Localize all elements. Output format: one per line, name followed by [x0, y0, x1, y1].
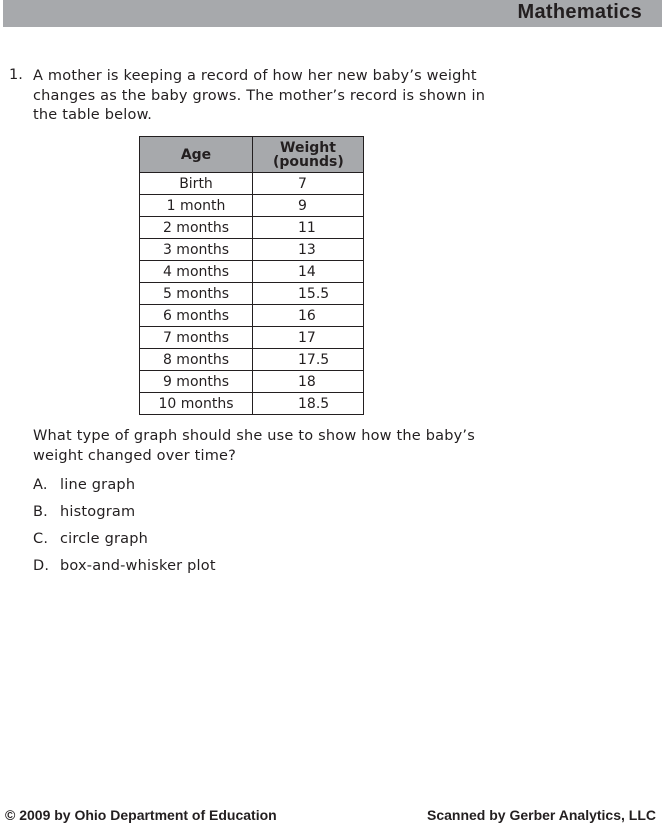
question-prompt: What type of graph should she use to show how the baby’s weight changed over time? [33, 428, 475, 464]
choice-a[interactable] [33, 477, 216, 504]
choice-d[interactable] [33, 558, 216, 585]
choice-letter: A. [33, 477, 48, 493]
age-cell: 5 months [140, 283, 253, 305]
weight-cell: 18 [253, 371, 364, 393]
choice-letter: D. [33, 558, 50, 574]
scan-credit-footer: Scanned by Gerber Analytics, LLC [427, 807, 656, 823]
age-cell: 10 months [140, 393, 253, 415]
header-age: Age [140, 137, 253, 173]
question-number: 1. [9, 67, 23, 83]
age-cell: 4 months [140, 261, 253, 283]
table-row [140, 261, 364, 283]
header-bar [3, 0, 662, 27]
choice-text: line graph [60, 477, 136, 493]
weight-cell: 17.5 [253, 349, 364, 371]
table-row [140, 349, 364, 371]
answer-choices [33, 477, 216, 585]
weight-cell: 7 [253, 173, 364, 195]
choice-letter: C. [33, 531, 49, 547]
table-row [140, 239, 364, 261]
age-cell: 1 month [140, 195, 253, 217]
choice-b[interactable] [33, 504, 216, 531]
header-weight-label: Weight (pounds) [273, 139, 344, 170]
table-row [140, 217, 364, 239]
copyright-footer: © 2009 by Ohio Department of Education [5, 807, 277, 823]
table-row [140, 195, 364, 217]
weight-cell: 11 [253, 217, 364, 239]
weight-cell: 16 [253, 305, 364, 327]
table-row [140, 305, 364, 327]
choice-text: circle graph [60, 531, 149, 547]
table-row [140, 173, 364, 195]
weight-cell: 14 [253, 261, 364, 283]
choice-c[interactable] [33, 531, 216, 558]
header-weight [253, 137, 364, 173]
weight-cell: 17 [253, 327, 364, 349]
table-row [140, 283, 364, 305]
table-row [140, 393, 364, 415]
age-cell: 8 months [140, 349, 253, 371]
weight-cell: 9 [253, 195, 364, 217]
weight-cell: 15.5 [253, 283, 364, 305]
choice-text: histogram [60, 504, 136, 520]
age-cell: 7 months [140, 327, 253, 349]
weight-cell: 13 [253, 239, 364, 261]
weight-table [139, 136, 364, 415]
table-row [140, 327, 364, 349]
age-cell: 6 months [140, 305, 253, 327]
choice-letter: B. [33, 504, 48, 520]
table-header-row [140, 137, 364, 173]
age-cell: 9 months [140, 371, 253, 393]
table-row [140, 371, 364, 393]
choice-text: box-and-whisker plot [60, 558, 216, 574]
age-cell: 3 months [140, 239, 253, 261]
question-text: A mother is keeping a record of how her new baby’s weight changes as the baby grows. The mother’s record is shown in the table below. [33, 68, 486, 123]
subject-title: Mathematics [517, 1, 642, 23]
weight-cell: 18.5 [253, 393, 364, 415]
age-cell: 2 months [140, 217, 253, 239]
age-cell: Birth [140, 173, 253, 195]
